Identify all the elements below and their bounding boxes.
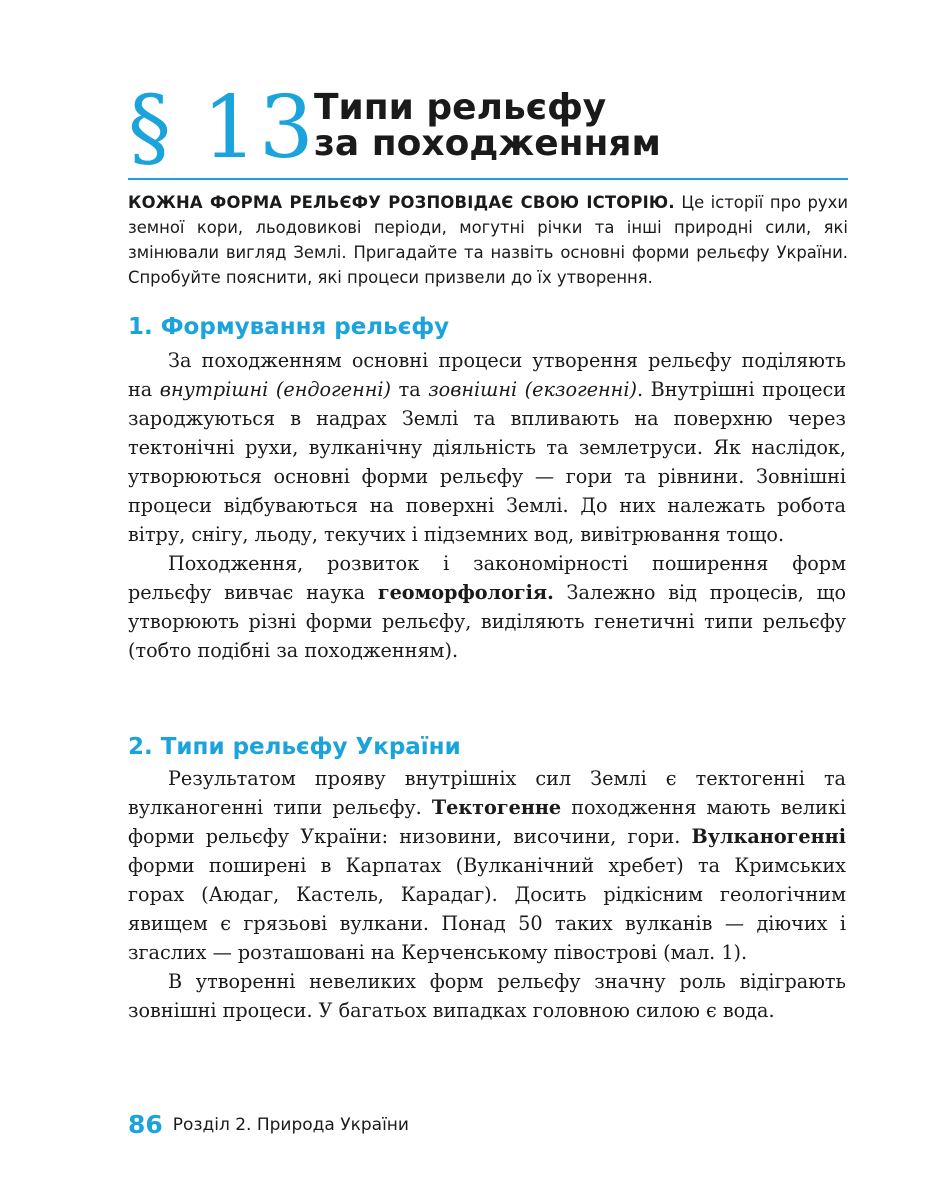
term-volcanogenic: Вулканогенні — [691, 825, 846, 848]
text-span: Результатом прояву внутрішніх сил Землі є тектогенні та вулканогенні типи рельєфу. — [128, 767, 846, 819]
text-span: Залежно від процесів, що утворюють різні форми рельєфу, виділяють генетичні типи рельєфу (тобто подібні за походженням). — [128, 581, 846, 662]
term-tectogenic: Тектогенне — [431, 796, 562, 819]
paragraph — [128, 764, 846, 967]
section-body-1 — [128, 346, 846, 665]
chapter-name: Розділ 2. Природа України — [172, 1115, 409, 1135]
paragraph — [128, 549, 846, 665]
page-number: 86 — [128, 1110, 163, 1139]
title-line-1: Типи рельєфу — [314, 87, 607, 128]
paragraph: В утворенні невеликих форм рельєфу значну роль відіграють зовнішні процеси. У багатьох випадках головною силою є вода. — [128, 970, 846, 1022]
section-header — [128, 80, 848, 190]
text-span: Походження, розвиток і закономірності поширення форм рельєфу вивчає наука — [128, 552, 846, 604]
title-line-2: за походженням — [314, 123, 661, 164]
text-span: . Внутрішні процеси зароджуються в надрах Землі та впливають на поверхню через тектонічні рухи, вулканічну діяльність та землетруси. Як наслідок, утворюються основні форми рельєфу — гори та рівнини. Зовнішні процеси відбуваються на поверхні Землі. До них належать робота вітру, снігу, льоду, текучих і підземних вод, вивітрювання тощо. — [128, 378, 847, 546]
term-exogenous: зовнішні (екзогенні) — [428, 378, 637, 401]
text-span: та — [391, 378, 429, 401]
term-geomorphology: геоморфологія. — [377, 581, 554, 604]
page-title — [314, 87, 661, 164]
section-heading-2: 2. Типи рельєфу України — [128, 734, 461, 760]
intro-text: Це історії про рухи земної кори, льодовикові періоди, могутні річки та інші природні сили, які змінювали вигляд Землі. Пригадайте та назвіть основні форми рельєфу України. Спробуйте пояснити, які процеси призвели до їх утворення. — [128, 193, 848, 287]
paragraph — [128, 346, 846, 549]
intro-paragraph — [128, 190, 848, 290]
header-divider — [128, 178, 848, 180]
term-endogenous: внутрішні (ендогенні) — [159, 378, 392, 401]
text-span: форми поширені в Карпатах (Вулканічний хребет) та Кримських горах (Аюдаг, Кастель, Карадаг). Досить рідкісним геологічним явищем є грязьові вулкани. Понад 50 таких вулканів — діючих і згаслих — розташовані на Керченському півострові (мал. 1). — [128, 854, 846, 964]
text-span: За походженням основні процеси утворення рельєфу поділяють на — [128, 349, 846, 401]
section-heading-1: 1. Формування рельєфу — [128, 314, 450, 340]
section-body-2 — [128, 764, 846, 1025]
intro-lead: КОЖНА ФОРМА РЕЛЬЄФУ РОЗПОВІДАЄ СВОЮ ІСТОРІЮ. — [128, 193, 675, 212]
section-number: § 13 — [128, 78, 316, 178]
page-footer — [128, 1110, 409, 1140]
text-span: походження мають великі форми рельєфу України: низовини, височини, гори. — [128, 796, 846, 848]
